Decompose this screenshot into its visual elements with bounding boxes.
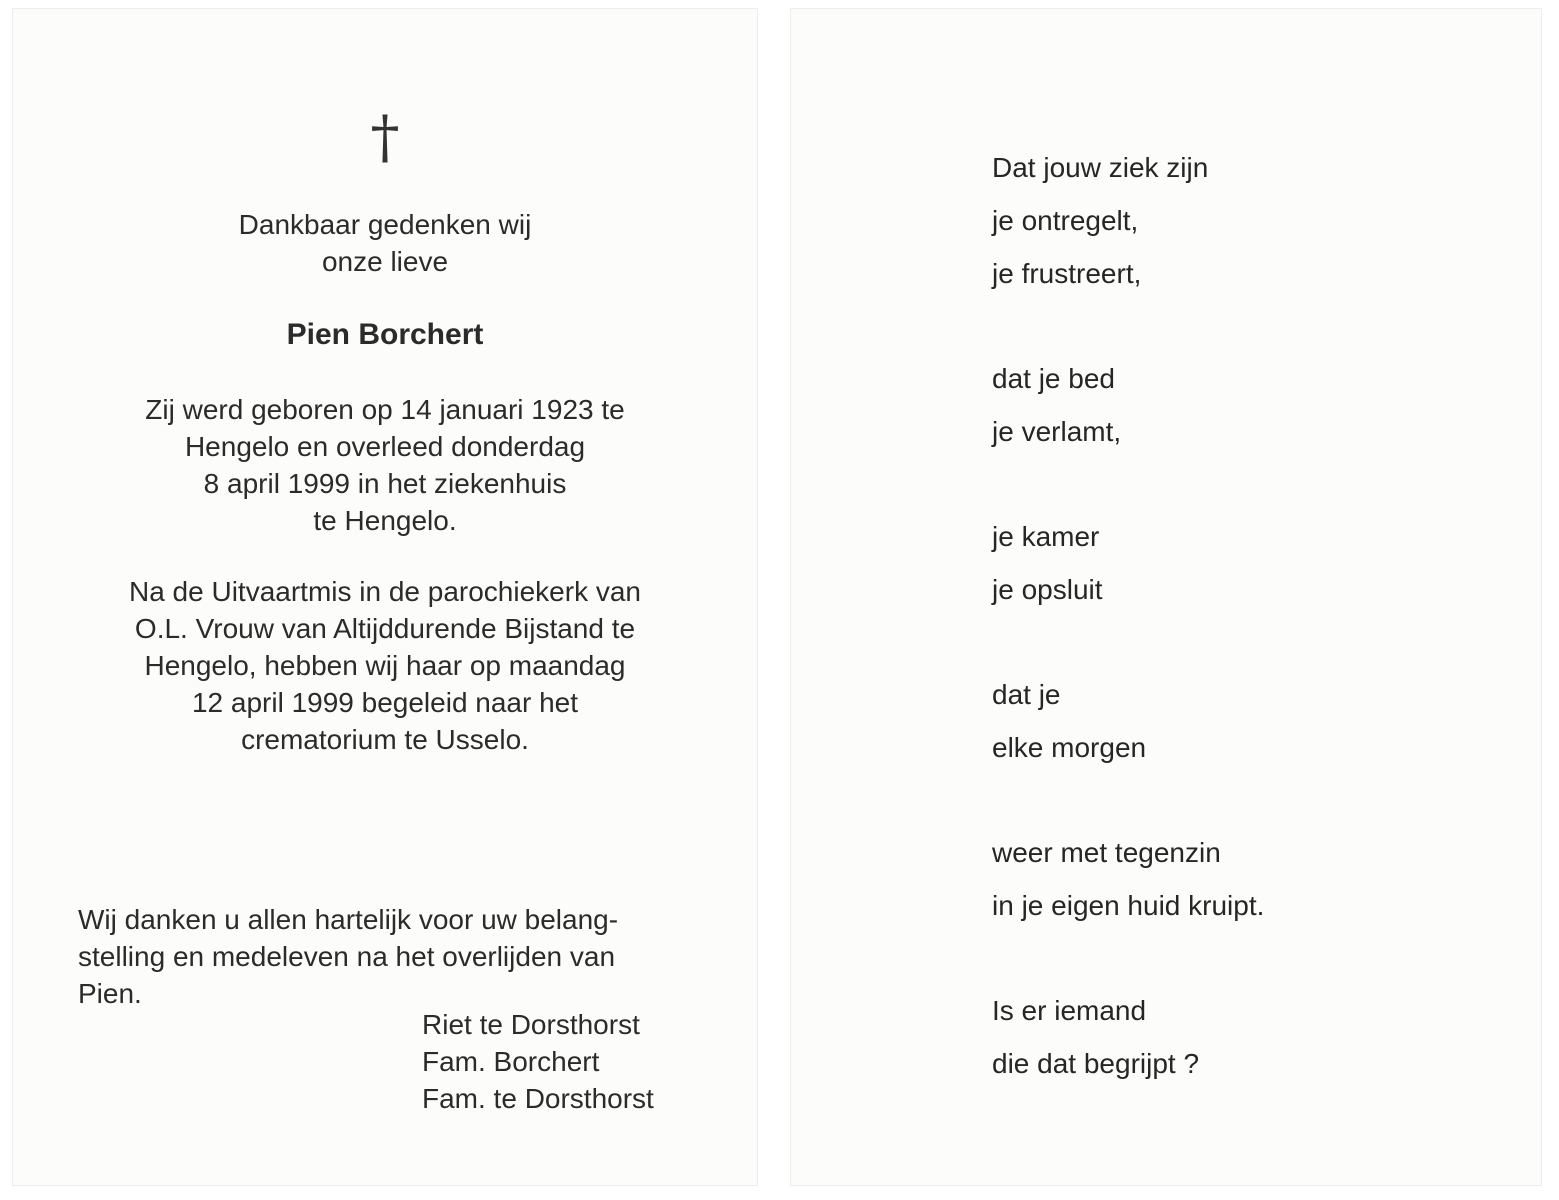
signer: Fam. Borchert xyxy=(422,1046,600,1077)
poem-stanza xyxy=(992,831,1512,937)
funeral-text xyxy=(72,573,698,758)
poem-line: je opsluit xyxy=(992,574,1103,605)
thanks-text xyxy=(78,901,698,1012)
poem-line: in je eigen huid kruipt. xyxy=(992,890,1265,921)
funeral-line: crematorium te Usselo. xyxy=(241,724,529,755)
funeral-line: 12 april 1999 begeleid naar het xyxy=(191,687,579,718)
deceased-name: Pien Borchert xyxy=(286,318,484,351)
memorial-card-poem xyxy=(790,8,1542,1186)
bio-line: Zij werd geboren op 14 januari 1923 te xyxy=(145,394,625,425)
poem-stanza xyxy=(992,989,1512,1095)
poem-line: je kamer xyxy=(992,521,1100,552)
signer: Fam. te Dorsthorst xyxy=(422,1083,654,1114)
intro-line: Dankbaar gedenken wij xyxy=(238,209,532,240)
poem-stanza xyxy=(992,515,1512,621)
funeral-line: Hengelo, hebben wij haar op maandag xyxy=(144,650,626,681)
poem-stanza xyxy=(992,146,1512,305)
poem-line: je ontregelt, xyxy=(992,205,1139,236)
poem-line: Dat jouw ziek zijn xyxy=(992,152,1209,183)
poem-line: dat je xyxy=(992,679,1061,710)
cross-icon: † xyxy=(370,103,400,171)
poem-stanza xyxy=(992,357,1512,463)
poem-stanza xyxy=(992,673,1512,779)
memorial-card-front xyxy=(12,8,758,1186)
poem-line: die dat begrijpt ? xyxy=(992,1048,1200,1079)
thanks-line: Wij danken u allen hartelijk voor uw belang- xyxy=(78,904,619,935)
thanks-line: Pien. xyxy=(78,978,142,1009)
bio-line: 8 april 1999 in het ziekenhuis xyxy=(203,468,567,499)
thanks-line: stelling en medeleven na het overlijden van xyxy=(78,941,616,972)
signer: Riet te Dorsthorst xyxy=(422,1009,640,1040)
biography-text xyxy=(72,391,698,539)
poem-line: dat je bed xyxy=(992,363,1115,394)
poem-line: je verlamt, xyxy=(992,416,1122,447)
poem-line: weer met tegenzin xyxy=(992,837,1221,868)
intro-line: onze lieve xyxy=(321,246,449,277)
poem-line: je frustreert, xyxy=(992,258,1142,289)
funeral-line: O.L. Vrouw van Altijddurende Bijstand te xyxy=(134,613,636,644)
bio-line: Hengelo en overleed donderdag xyxy=(184,431,586,462)
poem-line: elke morgen xyxy=(992,732,1147,763)
bio-line: te Hengelo. xyxy=(313,505,457,536)
poem xyxy=(992,146,1512,1095)
intro-text xyxy=(72,206,698,280)
funeral-line: Na de Uitvaartmis in de parochiekerk van xyxy=(128,576,641,607)
signers-list xyxy=(422,1006,742,1117)
poem-line: Is er iemand xyxy=(992,995,1147,1026)
